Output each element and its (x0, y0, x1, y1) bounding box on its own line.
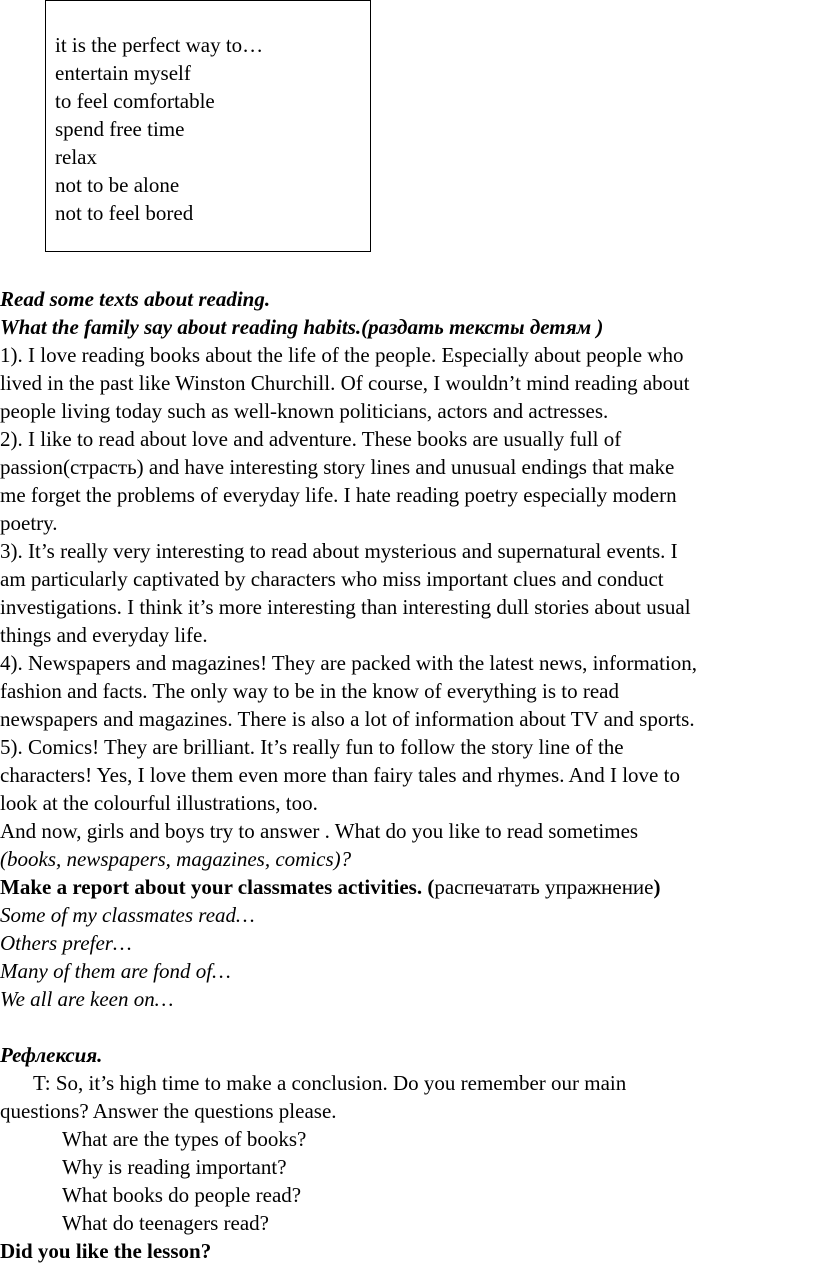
text-line: poetry. (0, 511, 58, 535)
question-line: And now, girls and boys try to answer . What do you like to read sometimes (0, 819, 639, 843)
text-line: lived in the past like Winston Churchill. Of course, I wouldn’t mind reading about (0, 371, 690, 395)
text-line: look at the colourful illustrations, too. (0, 791, 318, 815)
phrase-line: We all are keen on… (0, 987, 174, 1011)
text-line: 4). Newspapers and magazines! They are packed with the latest news, information, (0, 651, 698, 675)
text-line: people living today such as well-known politicians, actors and actresses. (0, 399, 609, 423)
section-heading: Read some texts about reading. (0, 287, 271, 311)
box-line: spend free time (55, 117, 185, 141)
final-question: Did you like the lesson? (0, 1239, 212, 1263)
review-question: What are the types of books? (62, 1127, 307, 1151)
phrase-line: Many of them are fond of… (0, 959, 231, 983)
text-line: passion(страсть) and have interesting story lines and unusual endings that make (0, 455, 675, 479)
text-line: 5). Comics! They are brilliant. It’s really fun to follow the story line of the (0, 735, 624, 759)
text-line: 2). I like to read about love and adventure. These books are usually full of (0, 427, 622, 451)
box-line: not to feel bored (55, 201, 194, 225)
report-instruction (0, 873, 814, 901)
text-line: newspapers and magazines. There is also a lot of information about TV and sports. (0, 707, 695, 731)
document-body (0, 285, 814, 1265)
section-subheading: What the family say about reading habits.(раздать тексты детям ) (0, 315, 604, 339)
question-options: (books, newspapers, magazines, comics)? (0, 847, 352, 871)
review-question: Why is reading important? (62, 1155, 287, 1179)
text-line: am particularly captivated by characters who miss important clues and conduct (0, 567, 664, 591)
teacher-line: T: So, it’s high time to make a conclusion. Do you remember our main (33, 1071, 627, 1095)
phrase-line: Some of my classmates read… (0, 903, 255, 927)
reading-text-1 (0, 341, 814, 425)
text-line: things and everyday life. (0, 623, 208, 647)
text-line: fashion and facts. The only way to be in the know of everything is to read (0, 679, 619, 703)
reading-text-2 (0, 425, 814, 537)
text-line: investigations. I think it’s more interesting than interesting dull stories about usual (0, 595, 691, 619)
report-note: распечатать упражнение (434, 875, 654, 899)
box-line: relax (55, 145, 97, 169)
teacher-line: questions? Answer the questions please. (0, 1099, 337, 1123)
text-line: 3). It’s really very interesting to read about mysterious and supernatural events. I (0, 539, 678, 563)
reading-text-3 (0, 537, 814, 649)
reading-text-4 (0, 649, 814, 733)
reflection-heading: Рефлексия. (0, 1043, 103, 1067)
box-line: not to be alone (55, 173, 180, 197)
phrase-box (45, 0, 371, 252)
text-line: me forget the problems of everyday life. I hate reading poetry especially modern (0, 483, 677, 507)
text-line: 1). I love reading books about the life of the people. Especially about people who (0, 343, 684, 367)
report-bold-close: ) (653, 875, 661, 899)
text-line: characters! Yes, I love them even more than fairy tales and rhymes. And I love to (0, 763, 680, 787)
report-bold-text: Make a report about your classmates activities. ( (0, 875, 435, 899)
review-question: What do teenagers read? (62, 1211, 269, 1235)
blank-line (0, 1013, 814, 1041)
review-question: What books do people read? (62, 1183, 302, 1207)
box-line: to feel comfortable (55, 89, 215, 113)
box-line: entertain myself (55, 61, 191, 85)
reading-text-5 (0, 733, 814, 817)
phrase-box-lines (55, 31, 263, 227)
phrase-line: Others prefer… (0, 931, 132, 955)
box-line: it is the perfect way to… (55, 33, 264, 57)
